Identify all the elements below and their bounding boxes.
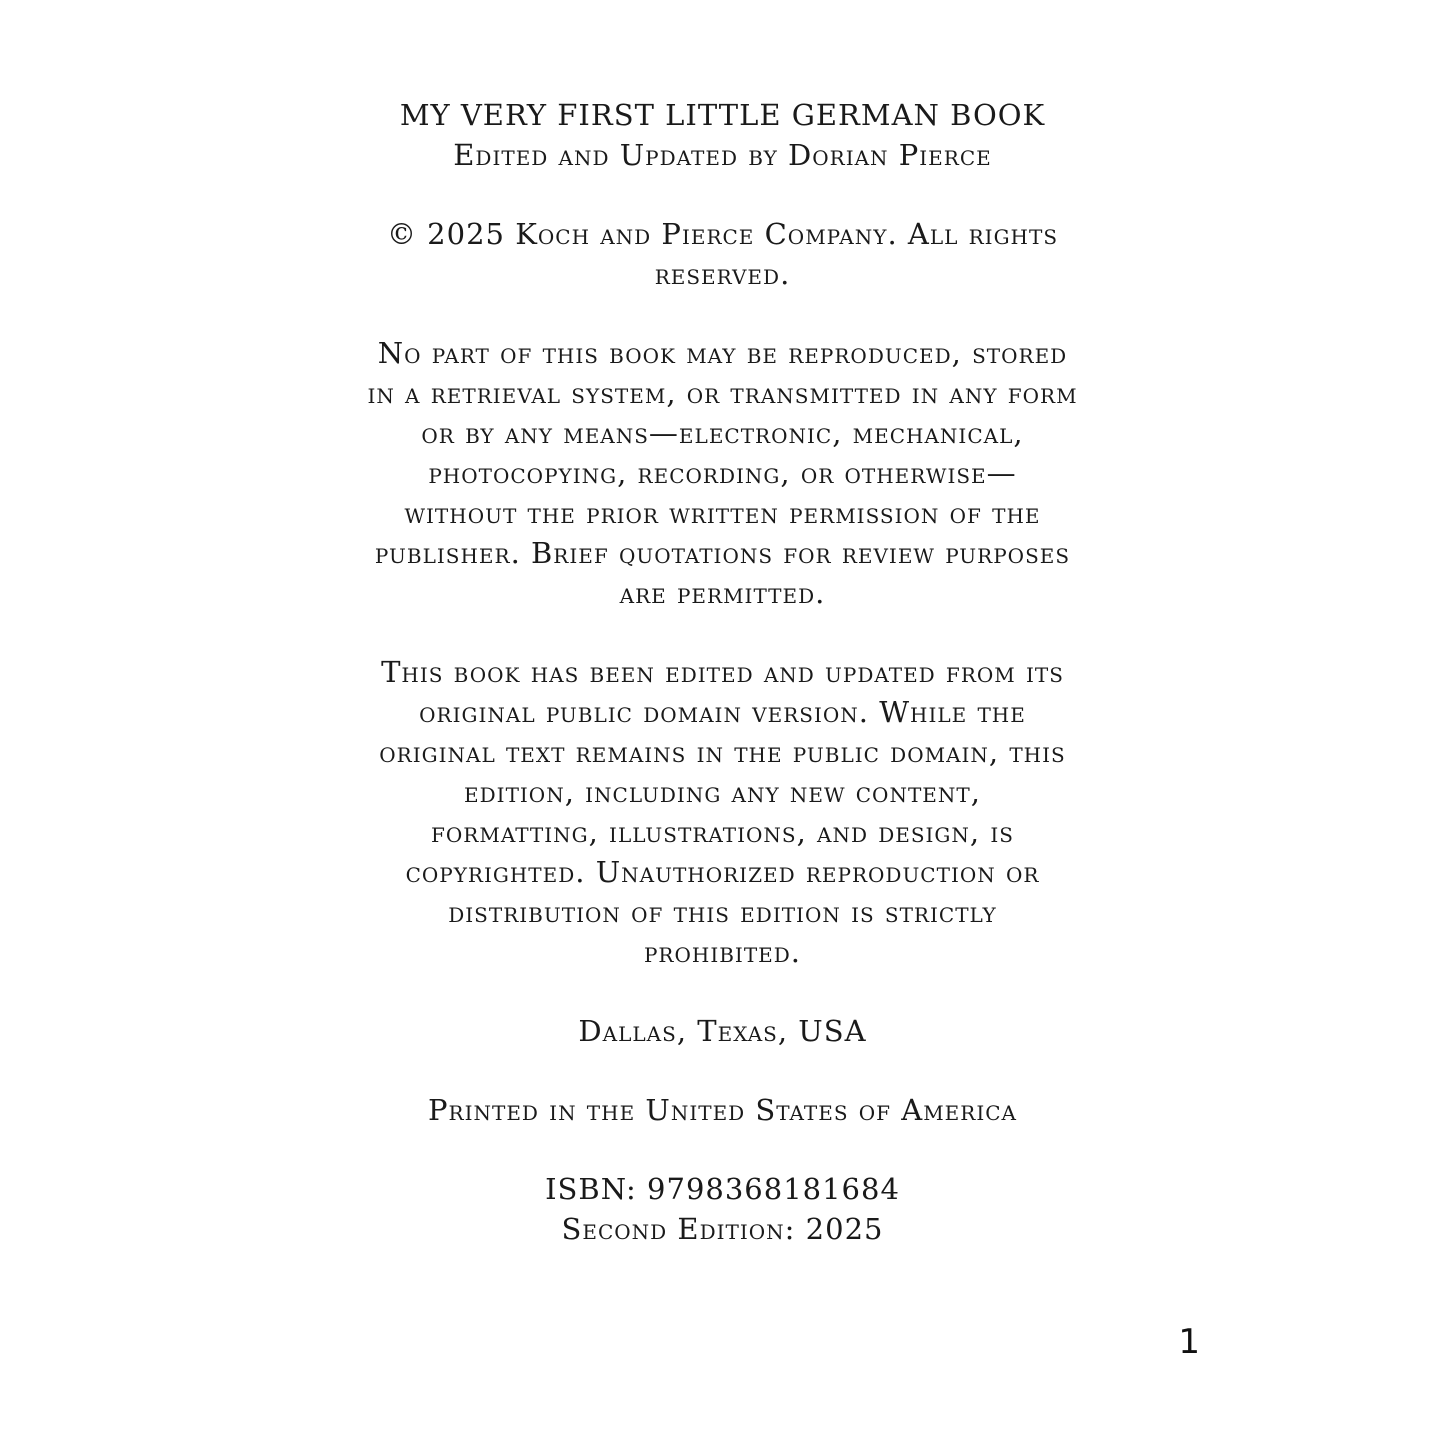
reproduction-notice-line: publisher. Brief quotations for review purposes — [374, 536, 1071, 570]
copyright-page-content — [0, 95, 1445, 1249]
reproduction-notice-line: No part of this book may be reproduced, stored — [377, 336, 1068, 370]
edition-notice-line: prohibited. — [643, 935, 802, 969]
spacer — [0, 175, 1445, 214]
printed-in-line: Printed in the United States of America — [428, 1093, 1017, 1127]
reproduction-notice-line: are permitted. — [619, 576, 826, 610]
edition-info: Second Edition: 2025 — [561, 1212, 884, 1246]
reproduction-notice-line: in a retrieval system, or transmitted in any form — [367, 376, 1078, 410]
copyright-line: © 2025 Koch and Pierce Company. All rights — [386, 217, 1059, 251]
edition-notice-line: edition, including any new content, — [464, 775, 981, 809]
book-title: MY VERY FIRST LITTLE GERMAN BOOK — [399, 98, 1046, 132]
reproduction-notice-line: or by any means—electronic, mechanical, — [421, 416, 1024, 450]
spacer — [0, 613, 1445, 652]
reproduction-notice-line: without the prior written permission of the — [404, 496, 1041, 530]
edition-notice-line: original text remains in the public domain, this — [379, 735, 1066, 769]
spacer — [0, 1051, 1445, 1090]
edition-notice-line: copyrighted. Unauthorized reproduction or — [405, 855, 1040, 889]
isbn: ISBN: 9798368181684 — [545, 1172, 900, 1206]
copyright-line: reserved. — [654, 257, 791, 291]
edition-notice-line: original public domain version. While the — [419, 695, 1026, 729]
spacer — [0, 294, 1445, 333]
edition-notice-line: distribution of this edition is strictly — [448, 895, 997, 929]
spacer — [0, 1130, 1445, 1169]
edition-notice-line: This book has been edited and updated from its — [381, 655, 1064, 689]
edition-notice-line: formatting, illustrations, and design, is — [431, 815, 1014, 849]
spacer — [0, 972, 1445, 1011]
page-number: 1 — [1178, 1322, 1200, 1362]
publisher-location: Dallas, Texas, USA — [578, 1014, 867, 1048]
editor-credit: Edited and Updated by Dorian Pierce — [453, 138, 992, 172]
reproduction-notice-line: photocopying, recording, or otherwise— — [428, 456, 1017, 490]
